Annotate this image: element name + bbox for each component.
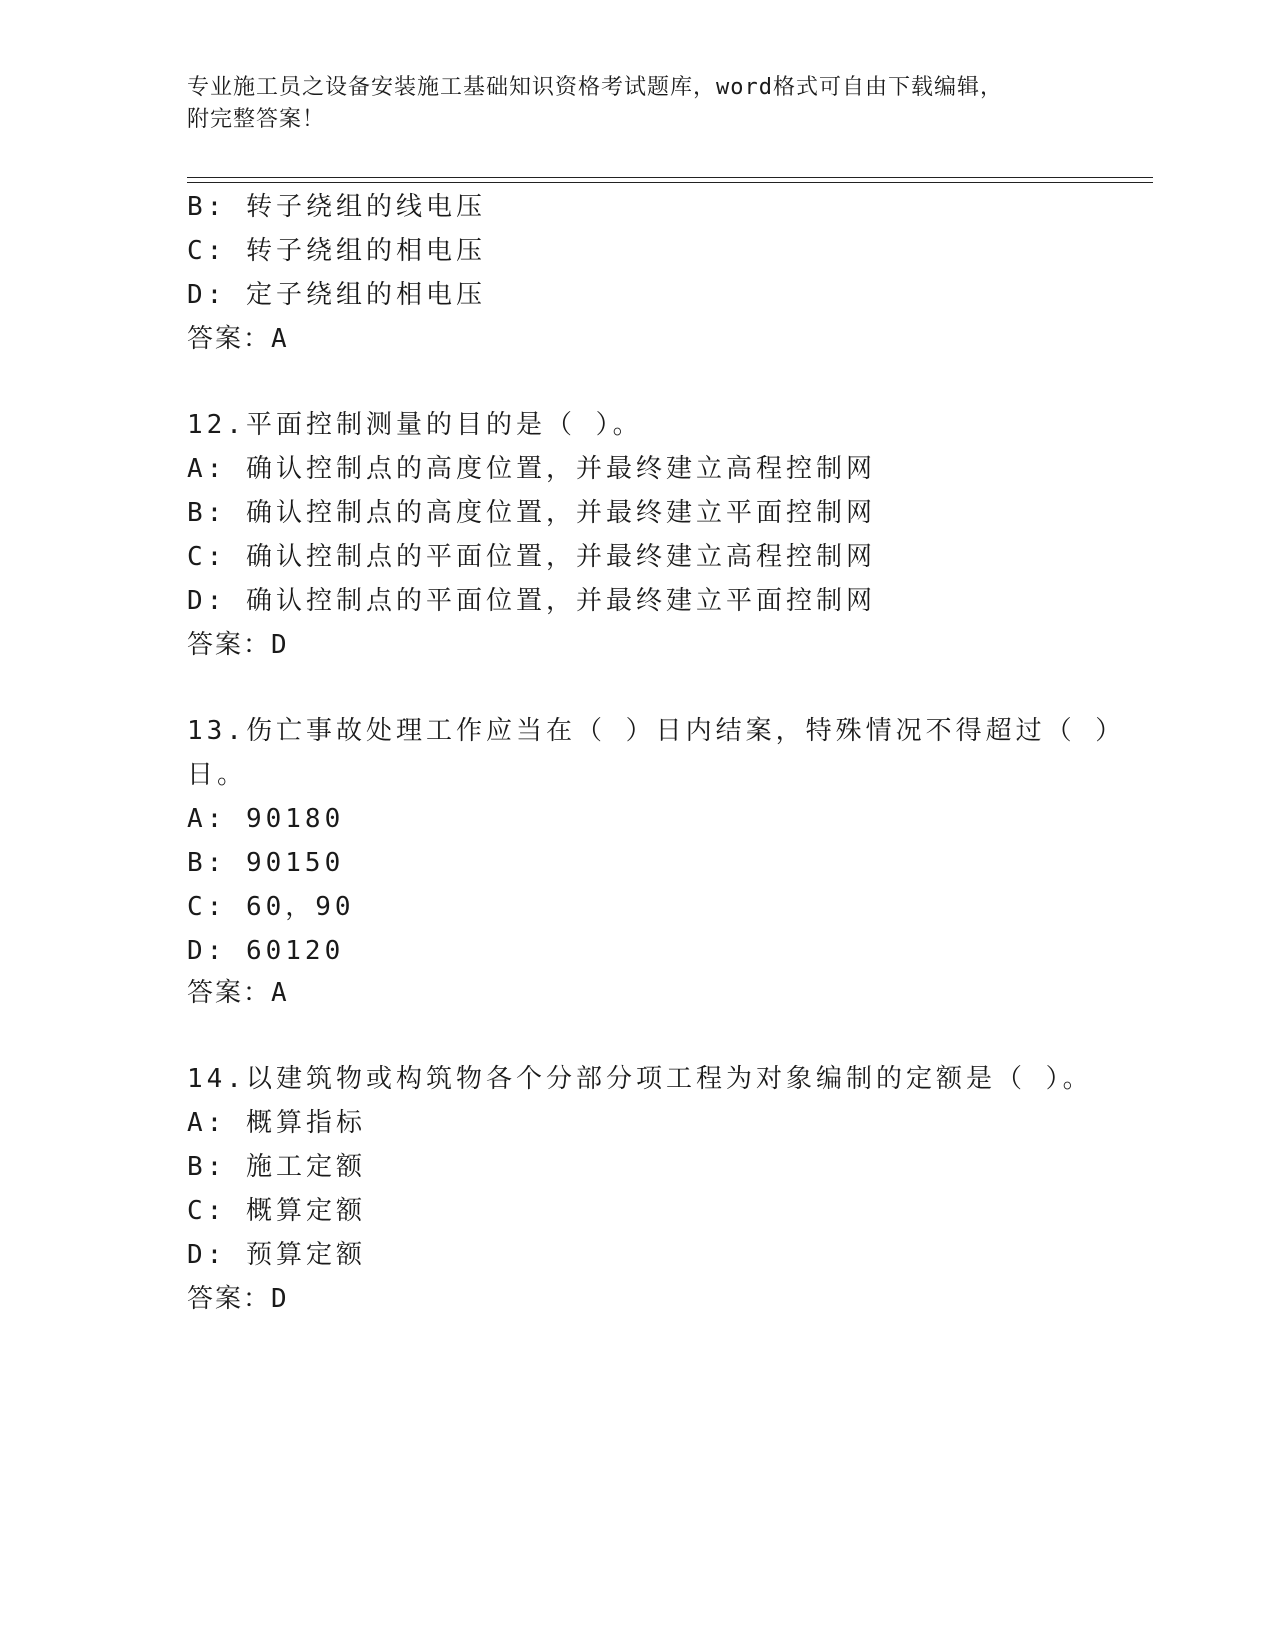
q11-answer	[187, 322, 289, 356]
answer-value: D	[271, 630, 289, 660]
header-line-1: 专业施工员之设备安装施工基础知识资格考试题库，word格式可自由下载编辑，	[187, 75, 1003, 100]
answer-value: A	[271, 978, 289, 1008]
q13-answer	[187, 976, 289, 1010]
answer-label: 答案：	[187, 978, 272, 1008]
q14-option-c: C: 概算定额	[187, 1196, 366, 1226]
q14-option-d: D: 预算定额	[187, 1240, 366, 1270]
header-line-2: 附完整答案！	[187, 107, 326, 132]
q13-option-a: A: 90180	[187, 804, 345, 834]
q13-option-d: D: 60120	[187, 936, 345, 966]
q12-option-a: A: 确认控制点的高度位置，并最终建立高程控制网	[187, 454, 876, 484]
q12-option-c: C: 确认控制点的平面位置，并最终建立高程控制网	[187, 542, 876, 572]
q12-answer	[187, 628, 289, 662]
q11-option-c: C: 转子绕组的相电压	[187, 236, 486, 266]
q13-option-b: B: 90150	[187, 848, 345, 878]
q11-option-d: D: 定子绕组的相电压	[187, 280, 486, 310]
q12-option-d: D: 确认控制点的平面位置，并最终建立平面控制网	[187, 586, 876, 616]
q13-question-line-1: 13.伤亡事故处理工作应当在（ ）日内结案，特殊情况不得超过（ ）	[187, 716, 1126, 746]
document-header	[187, 72, 1087, 136]
q13-question-line-2: 日。	[187, 760, 248, 790]
q14-option-a: A: 概算指标	[187, 1108, 366, 1138]
q12-option-b: B: 确认控制点的高度位置，并最终建立平面控制网	[187, 498, 876, 528]
q14-question: 14.以建筑物或构筑物各个分部分项工程为对象编制的定额是（ ）。	[187, 1064, 1093, 1094]
answer-value: A	[271, 324, 289, 354]
answer-label: 答案：	[187, 324, 272, 354]
q11-option-b: B: 转子绕组的线电压	[187, 192, 486, 222]
header-divider-top	[187, 177, 1153, 178]
q14-answer	[187, 1282, 289, 1316]
answer-label: 答案：	[187, 630, 272, 660]
q13-option-c: C: 60，90	[187, 892, 355, 922]
answer-label: 答案：	[187, 1284, 272, 1314]
header-divider-bottom	[187, 182, 1153, 183]
q12-question: 12.平面控制测量的目的是（ ）。	[187, 410, 643, 440]
answer-value: D	[271, 1284, 289, 1314]
q14-option-b: B: 施工定额	[187, 1152, 366, 1182]
